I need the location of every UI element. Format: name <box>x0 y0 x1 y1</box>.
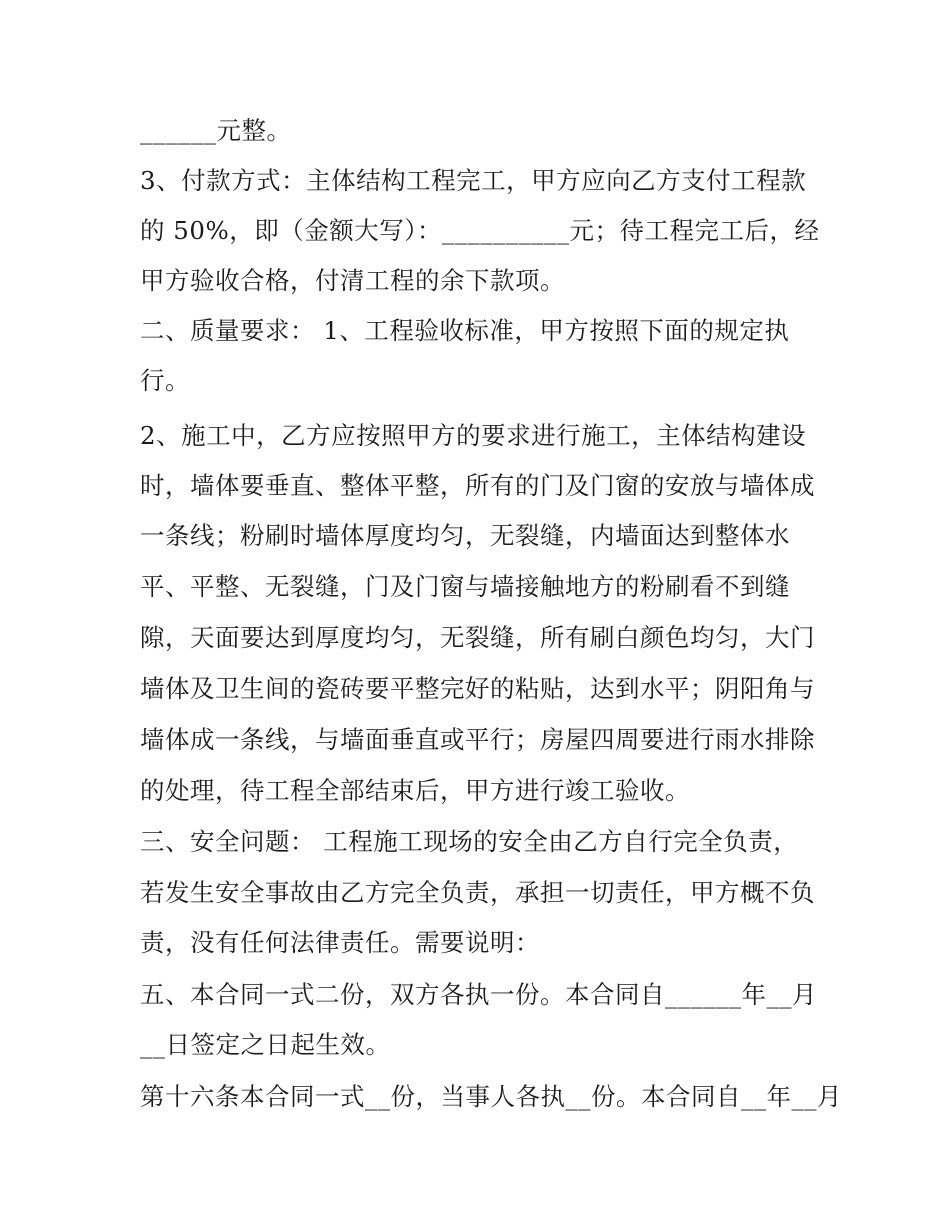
text-line: 墙体成一条线，与墙面垂直或平行；房屋四周要进行雨水排除 <box>140 725 815 754</box>
text-line: 墙体及卫生间的瓷砖要平整完好的粘贴，达到水平；阴阳角与 <box>140 674 815 703</box>
text-line: 甲方验收合格，付清工程的余下款项。 <box>140 266 565 295</box>
text-line: 三、安全问题： 工程施工现场的安全由乙方自行完全负责， <box>140 827 799 856</box>
text-line: 2、施工中，乙方应按照甲方的要求进行施工，主体结构建设 <box>140 421 807 450</box>
text-line: 二、质量要求： 1、工程验收标准，甲方按照下面的规定执 <box>140 316 790 345</box>
text-line: 一条线；粉刷时墙体厚度均匀，无裂缝，内墙面达到整体水 <box>140 521 790 550</box>
text-line: 隙，天面要达到厚度均匀，无裂缝，所有刷白颜色均匀，大门 <box>140 623 815 652</box>
text-line: 五、本合同一式二份，双方各执一份。本合同自______年__月 <box>140 980 817 1009</box>
text-line: 第十六条本合同一式__份，当事人各执__份。本合同自__年__月 <box>140 1082 842 1111</box>
text-line: 3、付款方式：主体结构工程完工，甲方应向乙方支付工程款 <box>140 166 807 195</box>
text-line: 的处理，待工程全部结束后，甲方进行竣工验收。 <box>140 776 690 805</box>
text-line: 平、平整、无裂缝，门及门窗与墙接触地方的粉刷看不到缝 <box>140 572 790 601</box>
text-line: 责，没有任何法律责任。需要说明： <box>140 928 540 957</box>
text-line: 行。 <box>140 366 190 395</box>
text-line: __日签定之日起生效。 <box>140 1030 391 1059</box>
text-line: 的 50%，即（金额大写）：__________元；待工程完工后，经 <box>140 216 820 245</box>
text-line: 若发生安全事故由乙方完全负责，承担一切责任，甲方概不负 <box>140 878 815 907</box>
text-line: 时，墙体要垂直、整体平整，所有的门及门窗的安放与墙体成 <box>140 471 815 500</box>
text-line: ______元整。 <box>140 116 292 145</box>
